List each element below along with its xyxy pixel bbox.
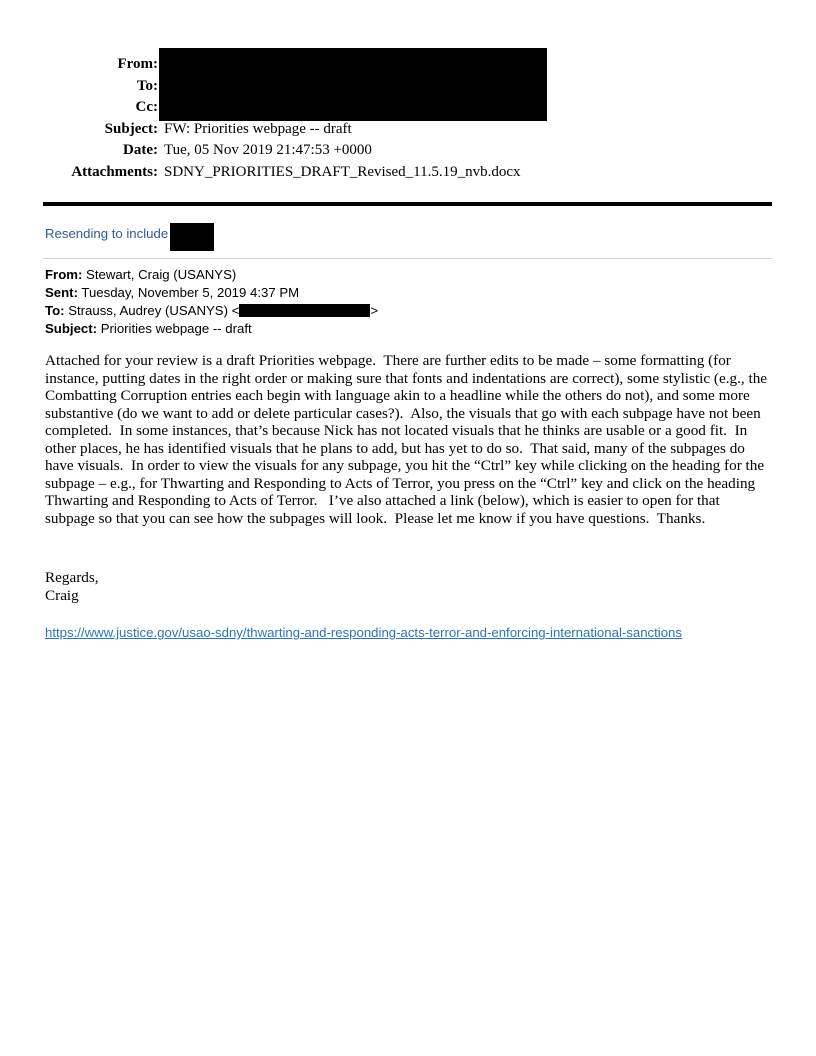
redaction-box-recipients <box>159 48 547 121</box>
fwd-to-value: Strauss, Audrey (USANYS) < <box>64 303 240 318</box>
fwd-from-label: From: <box>45 267 83 282</box>
attachments-label: Attachments: <box>71 163 158 180</box>
attachment-filename: SDNY_PRIORITIES_DRAFT_Revised_11.5.19_nvb.docx <box>164 163 521 180</box>
signature-block <box>45 569 99 605</box>
subject-label: Subject: <box>104 120 158 137</box>
fwd-to-label: To: <box>45 303 65 318</box>
fwd-to-value-close: > <box>370 303 379 318</box>
fwd-from-line <box>45 266 773 284</box>
subpage-hyperlink[interactable]: https://www.justice.gov/usao-sdny/thwarting-and-responding-acts-terror-and-enforcing-international-sanctions <box>45 625 682 640</box>
link-line <box>45 624 682 642</box>
signature-name: Craig <box>45 587 79 604</box>
fwd-sent-line <box>45 284 773 302</box>
fwd-to-line <box>45 302 773 320</box>
quoted-message-divider <box>43 258 772 259</box>
subject-value: FW: Priorities webpage -- draft <box>164 120 352 137</box>
from-label: From: <box>117 56 158 72</box>
redaction-box-note <box>170 223 214 251</box>
message-body-paragraph: Attached for your review is a draft Priorities webpage. There are further edits to be made – some formatting (for instance, putting dates in the right order or making sure that fonts and indentations are correct), some stylistic (e.g., the Combatting Corruption entries each begin with language akin to a headline while the others do not), and some more substantive (do we want to add or delete particular cases?). Also, the visuals that go with each subpage have not been completed. In some instances, that’s because Nick has not located visuals that he thinks are usable or a good fit. In other places, he has identified visuals that he plans to add, but has yet to do so. That said, many of the subpages do have visuals. In order to view the visuals for any subpage, you hit the “Ctrl” key while clicking on the heading for the subpage – e.g., for Thwarting and Responding to Acts of Terror, you press on the “Ctrl” key and click on the heading Thwarting and Responding to Acts of Terror. I’ve also attached a link (below), which is easier to open for that subpage so that you can see how the subpages will look. Please let me know if you have questions. Thanks. <box>45 352 771 527</box>
date-label: Date: <box>123 142 158 158</box>
fwd-subject-value: Priorities webpage -- draft <box>97 321 252 336</box>
forwarded-message-header <box>45 266 773 338</box>
fwd-sent-label: Sent: <box>45 285 78 300</box>
fwd-subject-label: Subject: <box>45 321 98 336</box>
fwd-from-value: Stewart, Craig (USANYS) <box>82 267 237 282</box>
redaction-box-email-address <box>239 304 370 317</box>
to-label: To: <box>136 77 158 94</box>
cc-label: Cc: <box>135 99 158 115</box>
fwd-subject-line <box>45 320 773 338</box>
resending-note <box>45 222 214 251</box>
signoff-text: Regards, <box>45 569 99 586</box>
resending-note-text: Resending to include <box>45 226 169 241</box>
date-value: Tue, 05 Nov 2019 21:47:53 +0000 <box>164 142 372 158</box>
header-divider-rule <box>43 202 772 206</box>
fwd-sent-value: Tuesday, November 5, 2019 4:37 PM <box>77 285 300 300</box>
